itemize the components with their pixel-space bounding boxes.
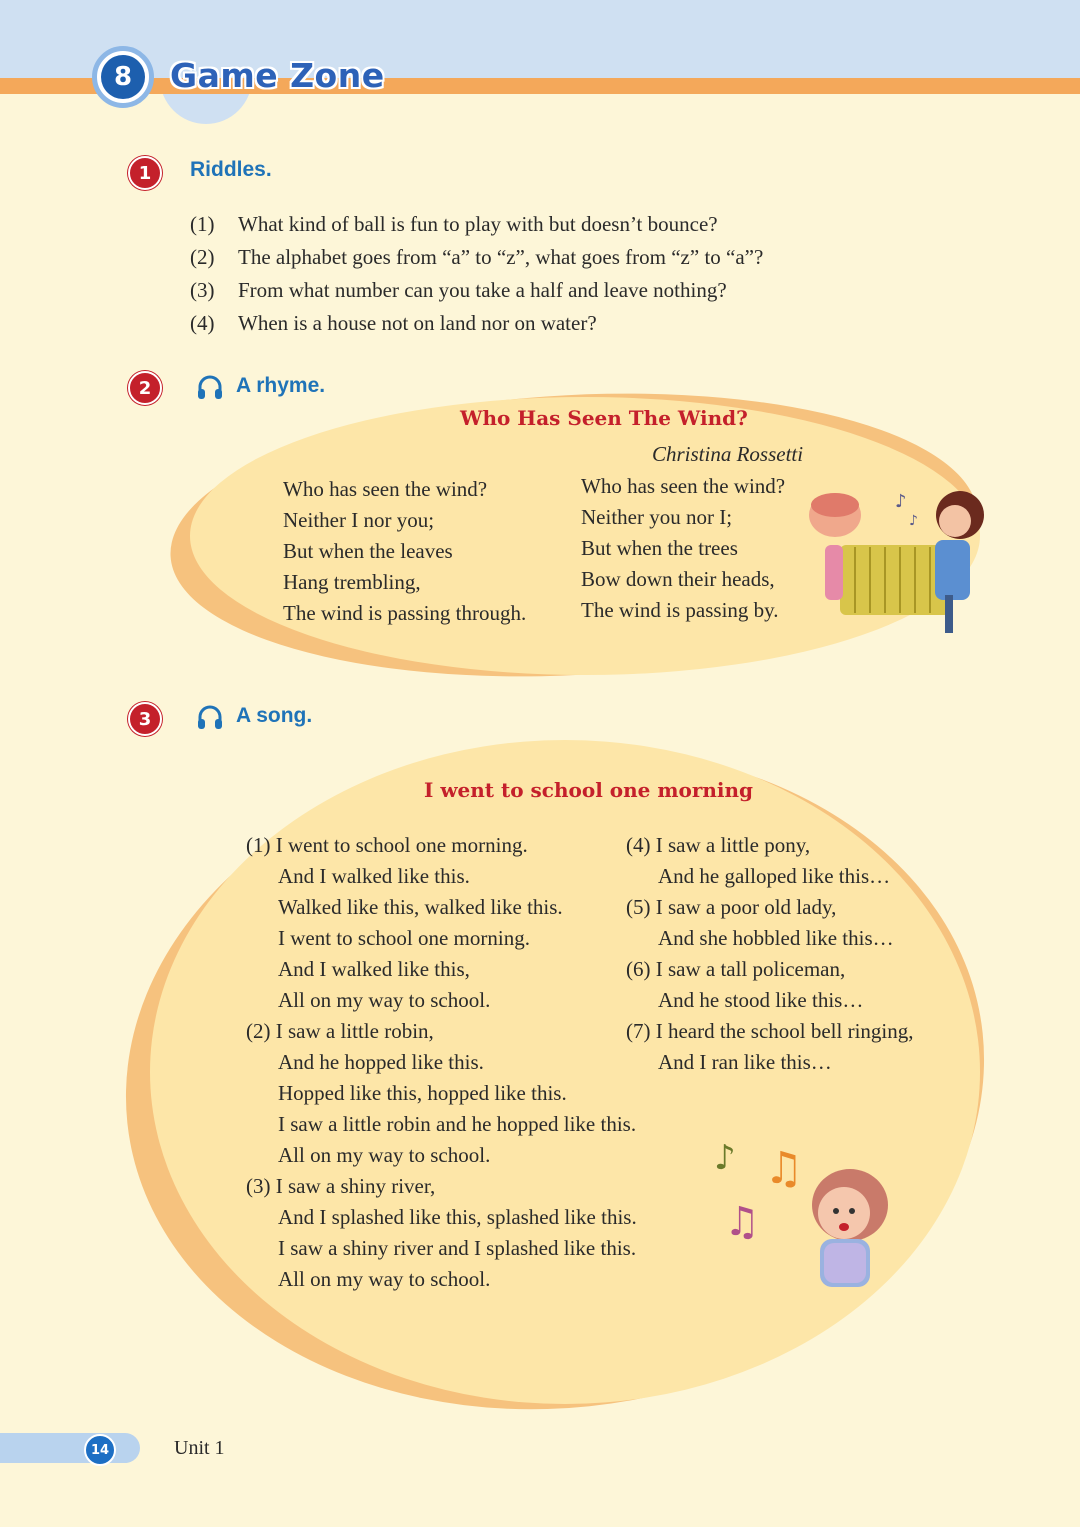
- riddle-item: (2) The alphabet goes from “a” to “z”, what goes from “z” to “a”?: [190, 245, 764, 269]
- song-line: I saw a little robin and he hopped like this.: [278, 1112, 637, 1136]
- svg-text:♪: ♪: [895, 491, 907, 512]
- poem-line: But when the trees: [581, 536, 738, 560]
- unit-number: 8: [101, 55, 145, 99]
- svg-text:♪: ♪: [714, 1138, 736, 1178]
- song-line: And I splashed like this, splashed like this.: [278, 1205, 637, 1229]
- headphones-icon[interactable]: [196, 704, 224, 732]
- song-line: I saw a shiny river and I splashed like this.: [278, 1236, 637, 1260]
- song-line: All on my way to school.: [278, 988, 491, 1012]
- song-line: Hopped like this, hopped like this.: [278, 1081, 567, 1105]
- song-line: (6) I saw a tall policeman,: [626, 957, 846, 981]
- riddle-list: [190, 208, 763, 340]
- riddle-item: (4) When is a house not on land nor on water?: [190, 311, 597, 335]
- svg-text:♫: ♫: [764, 1143, 804, 1194]
- poem-line: The wind is passing through.: [283, 601, 527, 625]
- poem-line: Who has seen the wind?: [581, 474, 786, 498]
- song-line: Walked like this, walked like this.: [278, 895, 563, 919]
- riddle-item: (3) From what number can you take a half and leave nothing?: [190, 278, 727, 302]
- headphones-icon[interactable]: [196, 374, 224, 402]
- song-line: (5) I saw a poor old lady,: [626, 895, 837, 919]
- footer-bar: [0, 1433, 140, 1463]
- section-title-riddles: Riddles.: [190, 158, 272, 181]
- svg-text:♪: ♪: [909, 513, 918, 529]
- song-line: (2) I saw a little robin,: [246, 1019, 434, 1043]
- song-line: And I walked like this.: [278, 864, 470, 888]
- poem-author: Christina Rossetti: [652, 442, 804, 466]
- section-badge-3: 3: [128, 702, 162, 736]
- riddle-item: (1) What kind of ball is fun to play with but doesn’t bounce?: [190, 212, 718, 236]
- unit-badge: [92, 46, 154, 108]
- song-line: (1) I went to school one morning.: [246, 833, 528, 857]
- poem-line: Who has seen the wind?: [283, 477, 488, 501]
- song-line: (3) I saw a shiny river,: [246, 1174, 436, 1198]
- unit-label: Unit 1: [174, 1437, 225, 1459]
- poem-line: Neither you nor I;: [581, 505, 733, 529]
- song-line: I went to school one morning.: [278, 926, 530, 950]
- section-badge-1: 1: [128, 156, 162, 190]
- poem-stanza-right: [581, 471, 785, 626]
- song-title: I went to school one morning: [424, 778, 754, 802]
- section-badge-2: 2: [128, 371, 162, 405]
- song-verses-left: [246, 830, 637, 1295]
- page-number: 14: [84, 1434, 116, 1466]
- song-line: And he stood like this…: [658, 988, 864, 1012]
- poem-line: But when the leaves: [283, 539, 453, 563]
- page-title: Game Zone: [170, 56, 385, 95]
- song-line: And he galloped like this…: [658, 864, 891, 888]
- poem-line: Neither I nor you;: [283, 508, 435, 532]
- header-stripe: [0, 78, 1080, 94]
- song-line: And she hobbled like this…: [658, 926, 894, 950]
- song-line: All on my way to school.: [278, 1267, 491, 1291]
- song-verses-right: [626, 830, 914, 1078]
- kids-accordion-illustration: [805, 485, 990, 635]
- poem-line: Hang trembling,: [283, 570, 421, 594]
- poem-line: Bow down their heads,: [581, 567, 775, 591]
- song-line: And I ran like this…: [658, 1050, 832, 1074]
- poem-stanza-left: [283, 474, 526, 629]
- poem-line: The wind is passing by.: [581, 598, 779, 622]
- svg-text:♫: ♫: [724, 1199, 760, 1245]
- poem-title: Who Has Seen The Wind?: [460, 406, 748, 430]
- song-line: All on my way to school.: [278, 1143, 491, 1167]
- section-title-song: A song.: [236, 704, 313, 727]
- song-line: And he hopped like this.: [278, 1050, 484, 1074]
- song-line: (7) I heard the school bell ringing,: [626, 1019, 914, 1043]
- song-line: (4) I saw a little pony,: [626, 833, 811, 857]
- singing-girl-illustration: [712, 1135, 897, 1295]
- section-title-rhyme: A rhyme.: [236, 374, 326, 397]
- song-line: And I walked like this,: [278, 957, 470, 981]
